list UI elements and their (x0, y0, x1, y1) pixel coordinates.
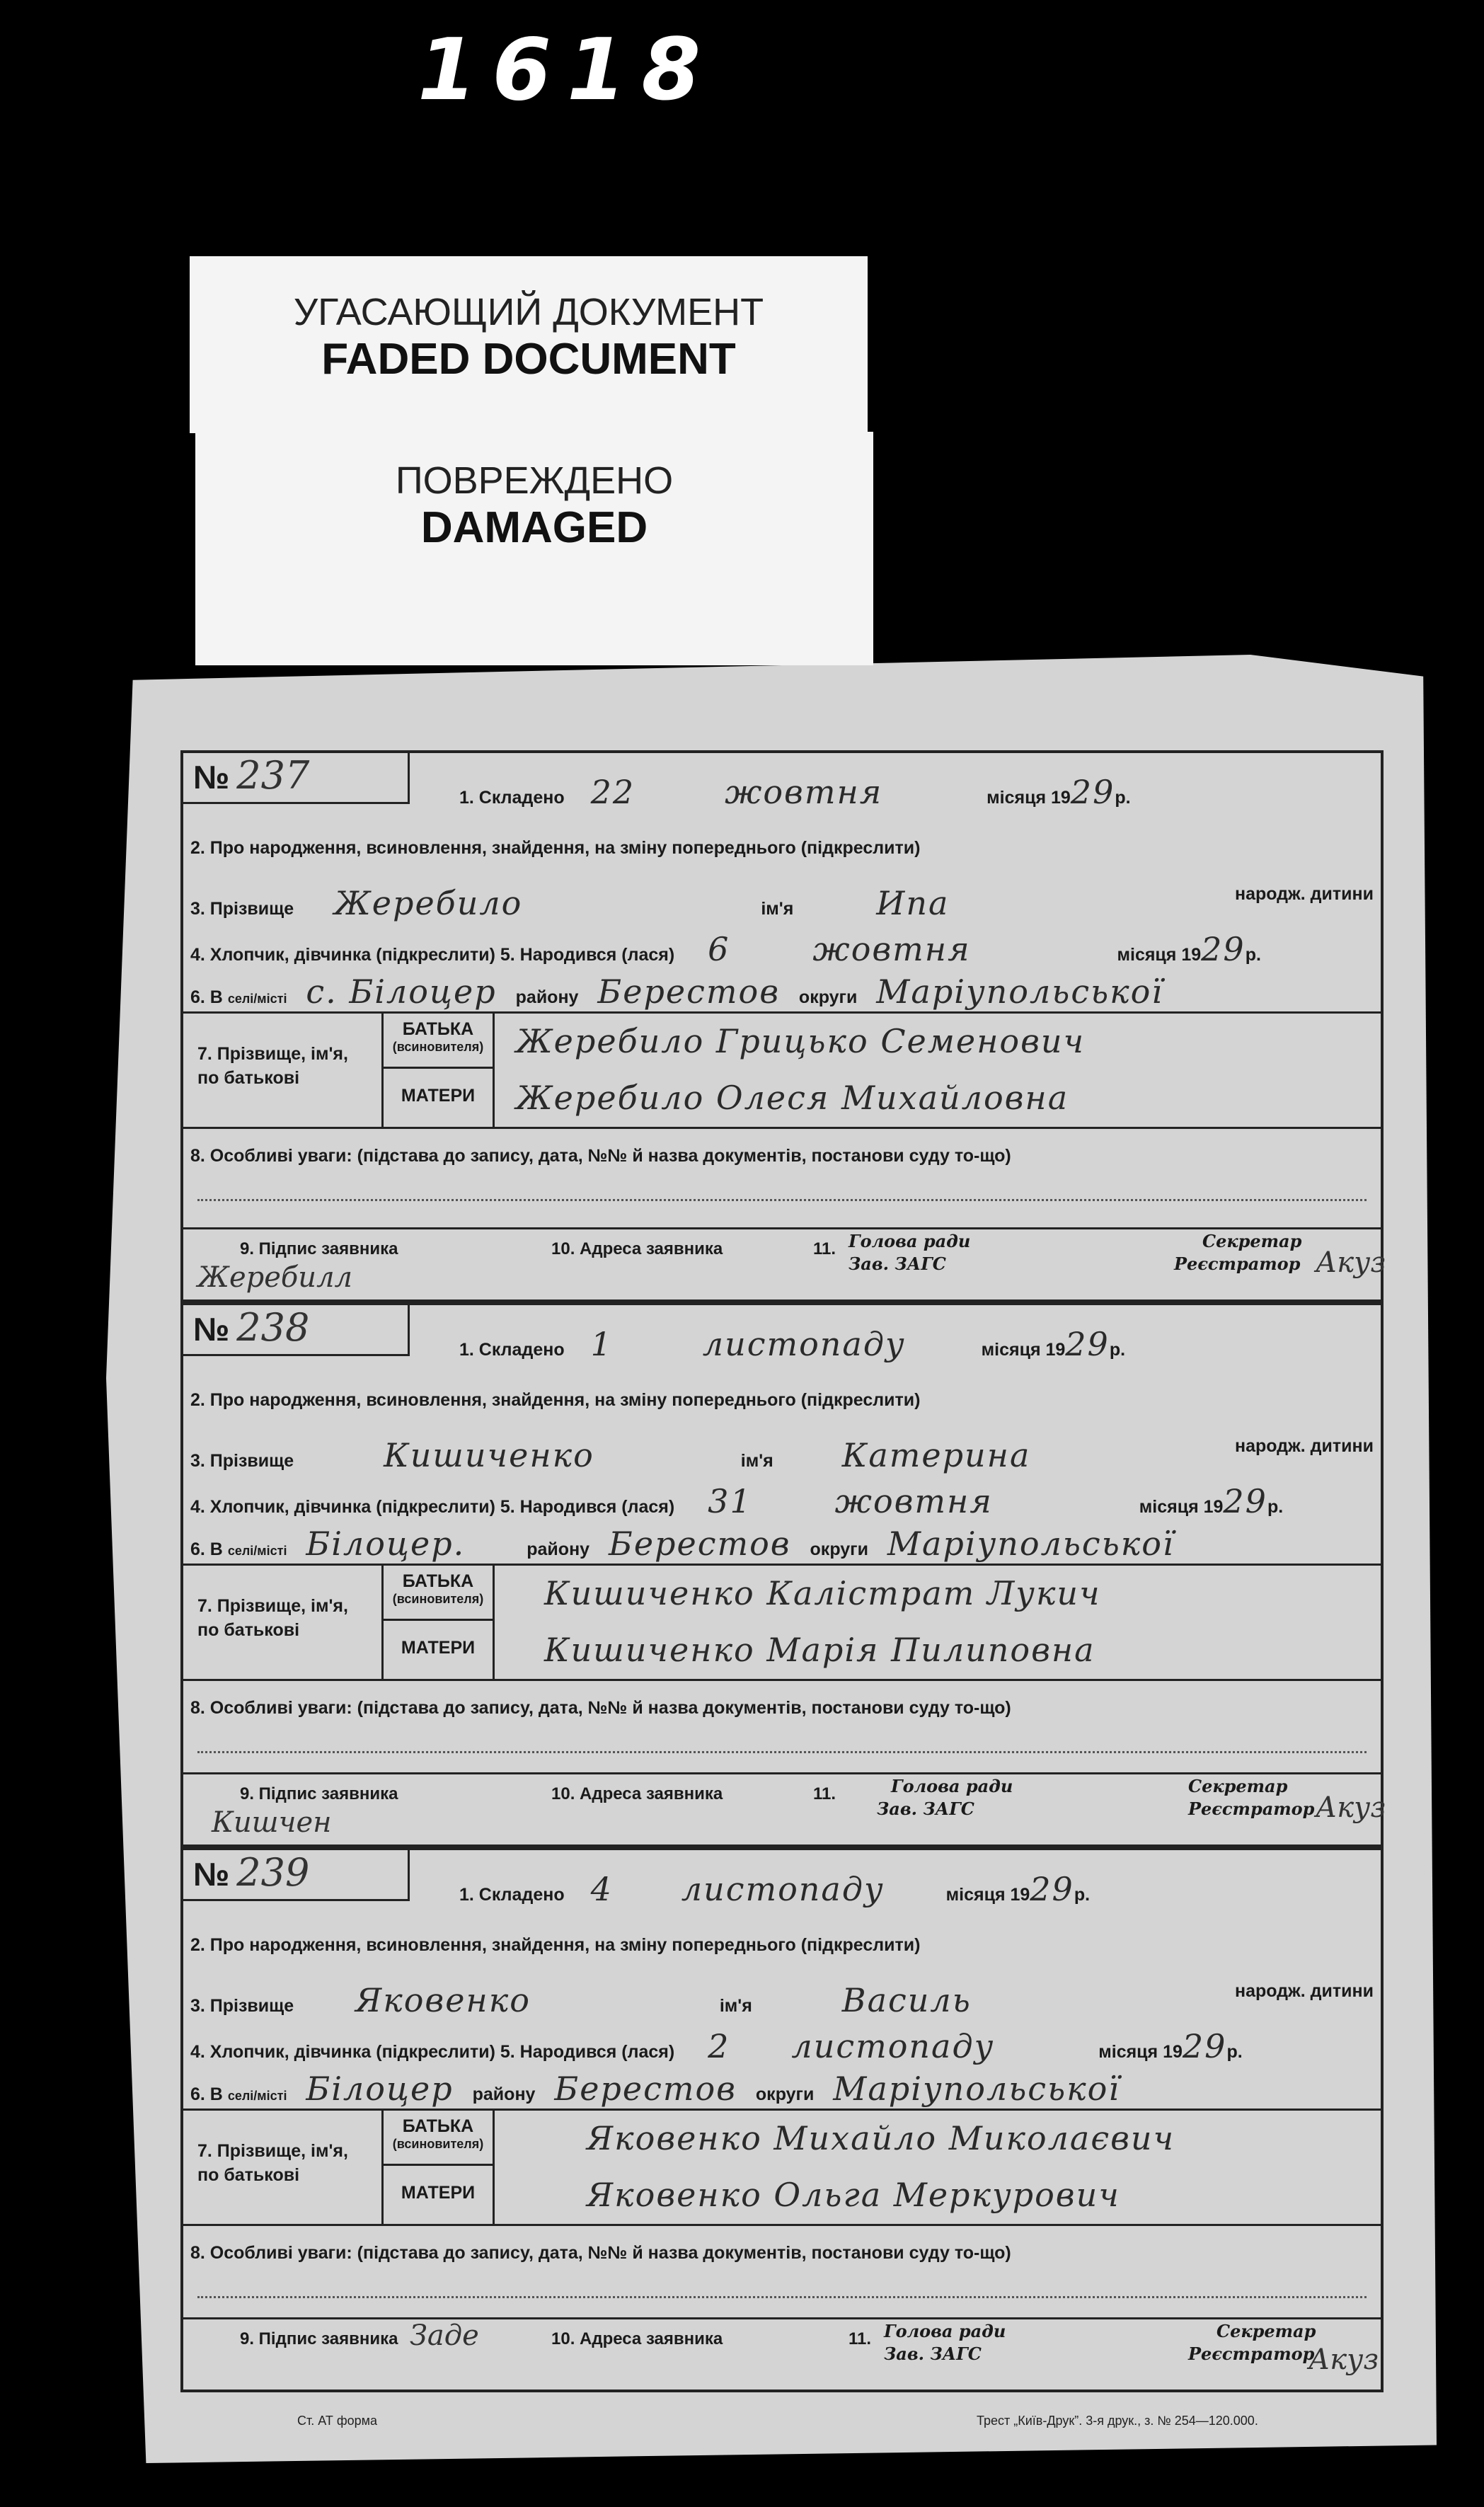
child-label: народж. дитини (1234, 1436, 1374, 1456)
district-label: району (515, 987, 579, 1007)
composed-month: жовтня (725, 773, 883, 811)
district-value: Берестов (554, 2070, 737, 2108)
village-value: Білоцер. (306, 1525, 466, 1563)
record-number-value: 237 (236, 753, 310, 798)
place-label: 6. В (190, 987, 223, 1007)
village-label: селі (227, 2089, 254, 2103)
surname-label: 3. Прізвище (190, 1996, 294, 2016)
name-label: ім'я (719, 1996, 752, 2016)
registrar-signature: Акуз (1308, 2344, 1379, 2376)
damaged-label-ru: ПОВРЕЖДЕНО (395, 459, 674, 502)
head-label: Голова ради (891, 1776, 1013, 1796)
notes-row: 8. Особливі уваги: (підстава до запису, дата, №№ й назва документів, постанови суду то-що) (190, 2243, 1011, 2263)
record-number-value: 239 (236, 1850, 310, 1895)
registrar-label: Реєстратор (1174, 1254, 1301, 1274)
father-name: Жеребило Грицько Семенович (516, 1022, 1086, 1060)
secretary-label: Секретар (1188, 1776, 1288, 1796)
composed-month: листопаду (702, 1325, 906, 1363)
month-label: місяця 19 (981, 1340, 1066, 1360)
notes-row: 8. Особливі уваги: (підстава до запису, дата, №№ й назва документів, постанови суду то-що) (190, 1698, 1011, 1718)
surname-row (190, 1436, 1374, 1474)
sex-row (190, 2027, 1374, 2065)
village-value: Білоцер (306, 2070, 454, 2108)
birth-record (180, 1302, 1384, 1847)
father-name: Кишиченко Калістрат Лукич (544, 1574, 1101, 1612)
birth-year: 29 (1182, 2027, 1227, 2065)
printer-info: Трест „Київ-Друк”. 3-я друк., з. № 254—120.000. (977, 2414, 1258, 2428)
number-sign: № (193, 1311, 230, 1348)
faded-document-label (190, 256, 868, 433)
record-number-value: 238 (236, 1305, 310, 1350)
birth-year-suffix: р. (1267, 1497, 1284, 1517)
birth-year: 29 (1223, 1482, 1267, 1520)
record-number (183, 1850, 410, 1901)
composed-row (459, 1325, 1374, 1363)
sex-label: 4. Хлопчик, дівчинка (підкреслити) 5. Народився (лася) (190, 1497, 675, 1517)
surname-row (190, 884, 1374, 922)
applicant-signature: Заде (410, 2319, 479, 2352)
town-label: місті (257, 1544, 287, 1558)
birth-year-suffix: р. (1245, 945, 1261, 965)
place-row: 6. В селі/місті Білоцер. району Берестов округи Маріупольської (190, 1525, 1175, 1563)
birth-month: листопаду (791, 2027, 995, 2065)
eleven-label: 11. (813, 1239, 836, 1258)
folio-number: 1618 (418, 21, 716, 120)
sex-row (190, 930, 1374, 968)
okrug-label: округи (798, 987, 858, 1007)
father-label-box (381, 2111, 495, 2166)
applicant-addr-label: 10. Адреса заявника (551, 1784, 723, 1803)
adopter-label: (всиновителя) (392, 1592, 484, 1606)
town-label: місті (257, 2089, 287, 2103)
eleven-label: 11. (813, 1784, 836, 1803)
surname-row (190, 1981, 1374, 2019)
name-value: Иnа (876, 884, 950, 922)
father-label-box (381, 1014, 495, 1069)
birth-year: 29 (1201, 930, 1246, 968)
sex-label: 4. Хлопчик, дівчинка (підкреслити) 5. Народився (лася) (190, 2042, 675, 2062)
about-row: 2. Про народження, всиновлення, знайдення, на зміну попереднього (підкреслити) (190, 838, 921, 858)
composed-label: 1. Складено (459, 788, 565, 808)
mother-label: МАТЕРИ (381, 1621, 495, 1679)
mother-name: Яковенко Ольга Меркурович (587, 2176, 1120, 2214)
name-label: ім'я (740, 1451, 773, 1471)
year-suffix: р. (1109, 1340, 1126, 1360)
notes-line (197, 1199, 1367, 1201)
notes-line (197, 2296, 1367, 2298)
composed-row (459, 773, 1374, 811)
record-number (183, 1305, 410, 1356)
year-suffix: р. (1074, 1885, 1091, 1905)
adopter-label: (всиновителя) (392, 1040, 484, 1054)
name-value: Катерина (841, 1436, 1031, 1474)
surname-value: Жеребило (334, 884, 523, 922)
secretary-label: Секретар (1202, 1231, 1302, 1251)
about-row: 2. Про народження, всиновлення, знайдення, на зміну попереднього (підкреслити) (190, 1390, 921, 1410)
applicant-signature: Жеребилл (197, 1261, 353, 1294)
about-row: 2. Про народження, всиновлення, знайдення, на зміну попереднього (підкреслити) (190, 1935, 921, 1955)
district-value: Берестов (609, 1525, 791, 1563)
composed-month: листопаду (681, 1870, 885, 1908)
faded-label-en: FADED DOCUMENT (321, 335, 736, 384)
village-label: селі (227, 992, 254, 1006)
surname-value: Яковенко (355, 1981, 531, 2019)
month-label: місяця 19 (987, 788, 1071, 808)
okrug-label: округи (810, 1539, 868, 1559)
mother-label: МАТЕРИ (381, 1069, 495, 1127)
sex-label: 4. Хлопчик, дівчинка (підкреслити) 5. Народився (лася) (190, 945, 675, 965)
birth-month-label: місяця 19 (1139, 1497, 1224, 1517)
record-footer (183, 2317, 1381, 2397)
composed-year: 29 (1070, 773, 1115, 811)
eleven-label: 11. (849, 2329, 872, 2348)
place-row: 6. В селі/місті с. Білоцер району Берестов округи Маріупольської (190, 973, 1163, 1011)
number-sign: № (193, 759, 230, 796)
registrar-signature: Акуз (1316, 1246, 1386, 1279)
registrar-signature: Акуз (1316, 1791, 1386, 1824)
applicant-sig-label: 9. Підпис заявника (240, 1239, 398, 1258)
applicant-addr-label: 10. Адреса заявника (551, 1239, 723, 1258)
composed-year: 29 (1065, 1325, 1110, 1363)
year-suffix: р. (1115, 788, 1131, 808)
parents-label: 7. Прізвище, ім'я, по батькові (197, 1044, 348, 1088)
okrug-label: округи (755, 2084, 815, 2104)
birth-month-label: місяця 19 (1098, 2042, 1183, 2062)
okrug-value: Маріупольської (887, 1525, 1175, 1563)
town-label: місті (257, 992, 287, 1006)
month-label: місяця 19 (945, 1885, 1030, 1905)
mother-name: Жеребило Олеся Михайловна (516, 1079, 1069, 1117)
village-value: с. Білоцер (306, 973, 497, 1011)
father-label-box (381, 1566, 495, 1621)
parents-label: 7. Прізвище, ім'я, по батькові (197, 1596, 348, 1640)
faded-label-ru: УГАСАЮЩИЙ ДОКУМЕНТ (293, 291, 764, 333)
surname-label: 3. Прізвище (190, 1451, 294, 1471)
mother-name: Кишиченко Марія Пилиповна (544, 1631, 1095, 1669)
parents-label: 7. Прізвище, ім'я, по батькові (197, 2141, 348, 2185)
zags-label: Зав. ЗАГС (884, 2344, 982, 2364)
composed-day: 1 (590, 1325, 613, 1363)
birth-record (180, 1847, 1384, 2392)
zags-label: Зав. ЗАГС (849, 1254, 946, 1274)
applicant-addr-label: 10. Адреса заявника (551, 2329, 723, 2348)
father-label: БАТЬКА (402, 1019, 474, 1039)
sex-row (190, 1482, 1374, 1520)
secretary-label: Секретар (1216, 2321, 1316, 2341)
composed-row (459, 1870, 1374, 1908)
head-label: Голова ради (884, 2321, 1006, 2341)
damaged-label-en: DAMAGED (420, 503, 648, 552)
birth-month-label: місяця 19 (1117, 945, 1202, 965)
name-value: Василь (841, 1981, 972, 2019)
birth-day: 6 (708, 930, 730, 968)
place-row: 6. В селі/місті Білоцер району Берестов округи Маріупольської (190, 2070, 1120, 2108)
surname-value: Кишиченко (384, 1436, 594, 1474)
zags-label: Зав. ЗАГС (877, 1798, 974, 1819)
birth-day: 31 (708, 1482, 752, 1520)
number-sign: № (193, 1856, 230, 1893)
parents-block (183, 2109, 1381, 2226)
record-footer (183, 1227, 1386, 1307)
child-label: народж. дитини (1234, 884, 1374, 904)
father-label: БАТЬКА (402, 1571, 474, 1591)
okrug-value: Маріупольської (876, 973, 1163, 1011)
child-label: народж. дитини (1234, 1981, 1374, 2001)
registrar-label: Реєстратор (1188, 2344, 1315, 2364)
notes-line (197, 1751, 1367, 1753)
district-value: Берестов (597, 973, 780, 1011)
damaged-label (195, 432, 873, 665)
birth-day: 2 (708, 2027, 730, 2065)
birth-month: жовтня (834, 1482, 993, 1520)
adopter-label: (всиновителя) (392, 2137, 484, 2151)
composed-day: 22 (590, 773, 635, 811)
birth-record (180, 750, 1384, 1302)
applicant-signature: Кишчен (212, 1806, 332, 1839)
record-footer (183, 1772, 1386, 1852)
father-label: БАТЬКА (402, 2116, 474, 2136)
father-name: Яковенко Михайло Миколаєвич (587, 2119, 1175, 2157)
district-label: району (527, 1539, 590, 1559)
birth-year-suffix: р. (1226, 2042, 1243, 2062)
birth-month: жовтня (812, 930, 971, 968)
record-number (183, 753, 410, 804)
name-label: ім'я (761, 899, 794, 919)
head-label: Голова ради (849, 1231, 971, 1251)
okrug-value: Маріупольської (833, 2070, 1120, 2108)
birth-register-form (180, 750, 1384, 2406)
parents-block (183, 1011, 1381, 1129)
composed-label: 1. Складено (459, 1340, 565, 1360)
notes-row: 8. Особливі уваги: (підстава до запису, дата, №№ й назва документів, постанови суду то-що) (190, 1146, 1011, 1166)
mother-label: МАТЕРИ (381, 2166, 495, 2224)
village-label: селі (227, 1544, 254, 1558)
parents-block (183, 1564, 1381, 1681)
surname-label: 3. Прізвище (190, 899, 294, 919)
applicant-sig-label: 9. Підпис заявника (240, 1784, 398, 1803)
applicant-sig-label: 9. Підпис заявника (240, 2329, 398, 2348)
composed-day: 4 (590, 1870, 613, 1908)
district-label: району (472, 2084, 536, 2104)
form-code: Ст. АТ форма (297, 2414, 378, 2428)
composed-label: 1. Складено (459, 1885, 565, 1905)
composed-year: 29 (1030, 1870, 1074, 1908)
place-label: 6. В (190, 1539, 223, 1559)
registrar-label: Реєстратор (1188, 1798, 1315, 1819)
place-label: 6. В (190, 2084, 223, 2104)
